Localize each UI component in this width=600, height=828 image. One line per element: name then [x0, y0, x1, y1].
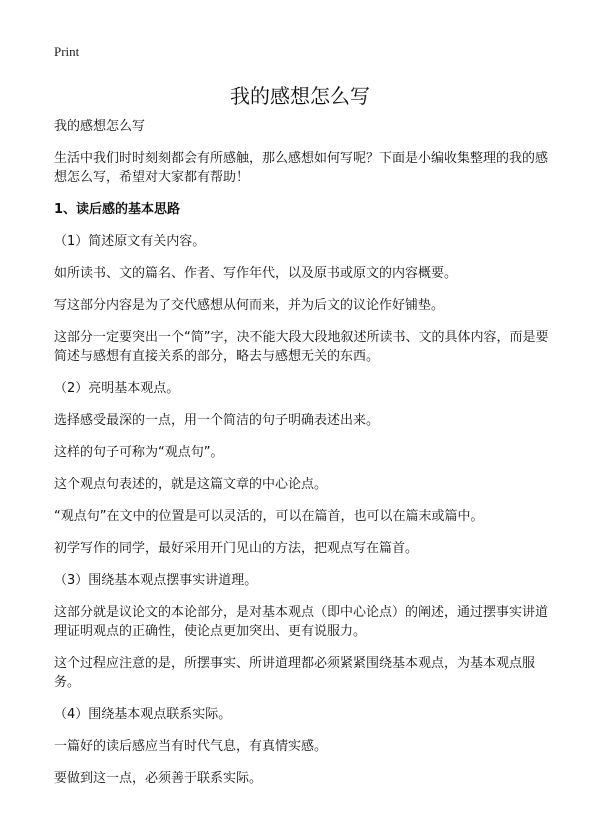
- paragraph: 初学写作的同学，最好采用开门见山的方法，把观点写在篇首。: [54, 541, 419, 556]
- step-heading-4: （4）围绕基本观点联系实际。: [54, 707, 232, 722]
- paragraph: 这部分就是议论文的本论部分，是对基本观点（即中心论点）的阐述，通过摆事实讲道理证明观点的正确性，使论点更加突出、更有说服力。: [54, 605, 549, 639]
- paragraph: 这个观点句表述的，就是这篇文章的中心论点。: [54, 477, 328, 492]
- article-subtitle: 我的感想怎么写: [54, 119, 146, 134]
- paragraph: 写这部分内容是为了交代感想从何而来，并为后文的议论作好铺垫。: [54, 298, 445, 313]
- paragraph: 选择感受最深的一点，用一个简洁的句子明确表述出来。: [54, 413, 380, 428]
- paragraph: 这部分一定要突出一个“简”字，决不能大段大段地叙述所读书、文的具体内容，而是要简述与感想有直接关系的部分，略去与感想无关的东西。: [54, 330, 549, 364]
- paragraph: 这样的句子可称为“观点句”。: [54, 445, 224, 460]
- paragraph: “观点句”在文中的位置是可以灵活的，可以在篇首，也可以在篇末或篇中。: [54, 509, 484, 524]
- paragraph: 如所读书、文的篇名、作者、写作年代，以及原书或原文的内容概要。: [54, 266, 458, 281]
- section-heading: 1、读后感的基本思路: [54, 202, 181, 217]
- step-heading-1: （1）简述原文有关内容。: [54, 234, 206, 249]
- paragraph: 要做到这一点，必须善于联系实际。: [54, 771, 263, 786]
- paragraph: 这个过程应注意的是，所摆事实、所讲道理都必须紧紧围绕基本观点，为基本观点服务。: [54, 656, 536, 690]
- page-title: 我的感想怎么写: [230, 84, 370, 108]
- intro-paragraph: 生活中我们时时刻刻都会有所感触，那么感想如何写呢？下面是小编收集整理的我的感想怎么写，希望对大家都有帮助！: [54, 151, 549, 185]
- article-body: [54, 117, 550, 788]
- print-link[interactable]: Print: [54, 44, 80, 59]
- paragraph: 一篇好的读后感应当有时代气息，有真情实感。: [54, 739, 328, 754]
- step-heading-2: （2）亮明基本观点。: [54, 381, 180, 396]
- step-heading-3: （3）围绕基本观点摆事实讲道理。: [54, 573, 258, 588]
